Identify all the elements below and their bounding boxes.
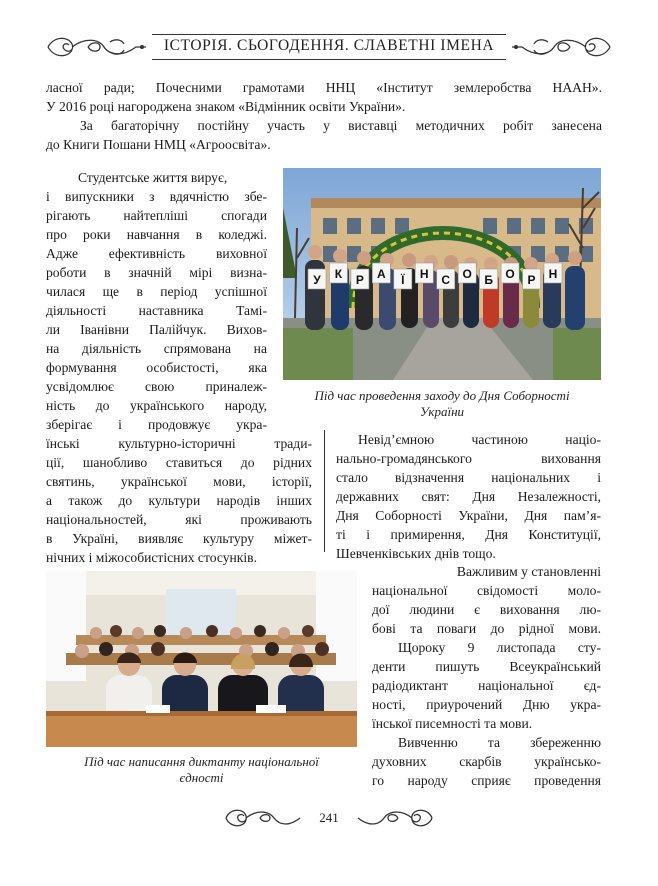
footer-right-ornament-icon [356, 804, 436, 832]
left-line-wide: а також до культури народів інших [46, 493, 312, 508]
left-line: і випускники з вдячністю збе- [46, 189, 267, 204]
right-line: нально-громадянського виховання [336, 451, 601, 466]
intro-para2-line-1: За багаторічну постійну участь у виставці методичних робіт занесена [80, 118, 602, 133]
left-line: Адже ефективність виховної [46, 246, 267, 261]
left-line: усвідомлює свою приналеж- [46, 379, 267, 394]
right-lower-line: бові та поваги до рідної мови. [372, 621, 601, 636]
left-line-wide: ції, шанобливо ставиться до рідних [46, 455, 312, 470]
right-lower-line: ності, приурочений Дню укра- [372, 697, 601, 712]
left-line: про роки навчання в коледжі. [46, 227, 267, 242]
running-header [44, 30, 614, 64]
left-line: рігають найтепліші спогади [46, 208, 267, 223]
letter-sign-text: К [334, 267, 343, 281]
right-line: ті і примирення, Дня Конституції, [336, 527, 601, 542]
letter-sign-text: Б [484, 273, 493, 287]
letter-sign-text: Н [419, 267, 429, 281]
letter-sign-text: У [313, 273, 321, 287]
right-lower-line: духовних скарбів українсько- [372, 754, 601, 769]
right-lower-line: національної свідомості моло- [372, 583, 601, 598]
left-line: ність до українського народу, [46, 398, 267, 413]
letter-sign-text: Н [548, 267, 558, 281]
column-divider [324, 430, 325, 552]
left-line: діяльності наставника Тамі- [46, 303, 267, 318]
left-line-wide: святинь, української мови, історії, [46, 474, 312, 489]
right-line: Невід’ємною частиною націо- [358, 432, 601, 447]
right-lower-line: денти пишуть Всеукраїнський [372, 659, 601, 674]
right-lower-line: Важливим у становленні [456, 564, 601, 579]
intro-para2-line-2: до Книги Пошани НМЦ «Агроосвіта». [46, 137, 271, 152]
right-lower-line: Щороку 9 листопада сту- [398, 640, 601, 655]
right-lower-line: дої людини є виховання лю- [372, 602, 601, 617]
photo1-caption-line-1: Під час проведення заходу до Дня Соборності [314, 388, 570, 403]
left-line: ли Іванівни Палійчук. Вихов- [46, 322, 267, 337]
left-line: на діяльність спрямована на [46, 341, 267, 356]
letter-sign-text: Р [355, 273, 364, 287]
letter-sign-text: С [441, 273, 451, 287]
letter-sign-text: О [462, 267, 472, 281]
right-line: Дня Соборності України, Дня пам’я- [336, 508, 601, 523]
left-line-wide: національностей, які проживають [46, 512, 312, 527]
right-line: Шевченківських днів тощо. [336, 546, 496, 561]
right-ornament-icon [510, 32, 614, 62]
left-line: роботи в значній мірі визна- [46, 265, 267, 280]
left-line: Студентське життя вирує, [78, 170, 228, 185]
photo-unity-day [283, 168, 601, 380]
left-line-wide: нічних і міжособистісних стосунків. [46, 550, 257, 565]
photo1-caption-line-2: України [419, 404, 465, 419]
photo2-caption-line-2: єдності [179, 770, 224, 785]
right-lower-line: радіодиктант національної єд- [372, 678, 601, 693]
letter-sign-text: Р [527, 273, 536, 287]
intro-line-1: ласної ради; Почесними грамотами ННЦ «Інститут землеробства НААН». [46, 80, 602, 95]
right-line: державних свят: Дня Незалежності, [336, 489, 601, 504]
left-line: зберігає і продовжує укра- [46, 417, 267, 432]
right-lower-line: го народу сприяє проведення [372, 773, 601, 788]
left-ornament-icon [44, 32, 148, 62]
left-line-wide: в Україні, виявляє культуру міжет- [46, 531, 312, 546]
right-lower-line: Вивченню та збереженню [398, 735, 601, 750]
page-number: 241 [319, 810, 339, 825]
right-lower-line: їнської писемності та мови. [372, 716, 533, 731]
intro-line-2: У 2016 році нагороджена знаком «Відмінник освіти України». [46, 99, 406, 114]
footer-left-ornament-icon [222, 804, 302, 832]
left-line: чилася ще в період успішної [46, 284, 267, 299]
header-rule-bottom [152, 59, 506, 60]
letter-sign-text: А [377, 267, 386, 281]
photo-dictation [46, 571, 357, 747]
letter-sign-text: Ї [401, 273, 405, 287]
left-line-wide: їнські культурно-історичні тради- [46, 436, 312, 451]
right-line: стало відзначення національних і [336, 470, 601, 485]
left-line: формування особистості, яка [46, 360, 267, 375]
header-rule-top [152, 34, 506, 35]
header-title: ІСТОРІЯ. СЬОГОДЕННЯ. СЛАВЕТНІ ІМЕНА [163, 37, 495, 54]
photo2-caption-line-1: Під час написання диктанту національної [84, 754, 319, 769]
letter-sign-text: О [505, 267, 515, 281]
